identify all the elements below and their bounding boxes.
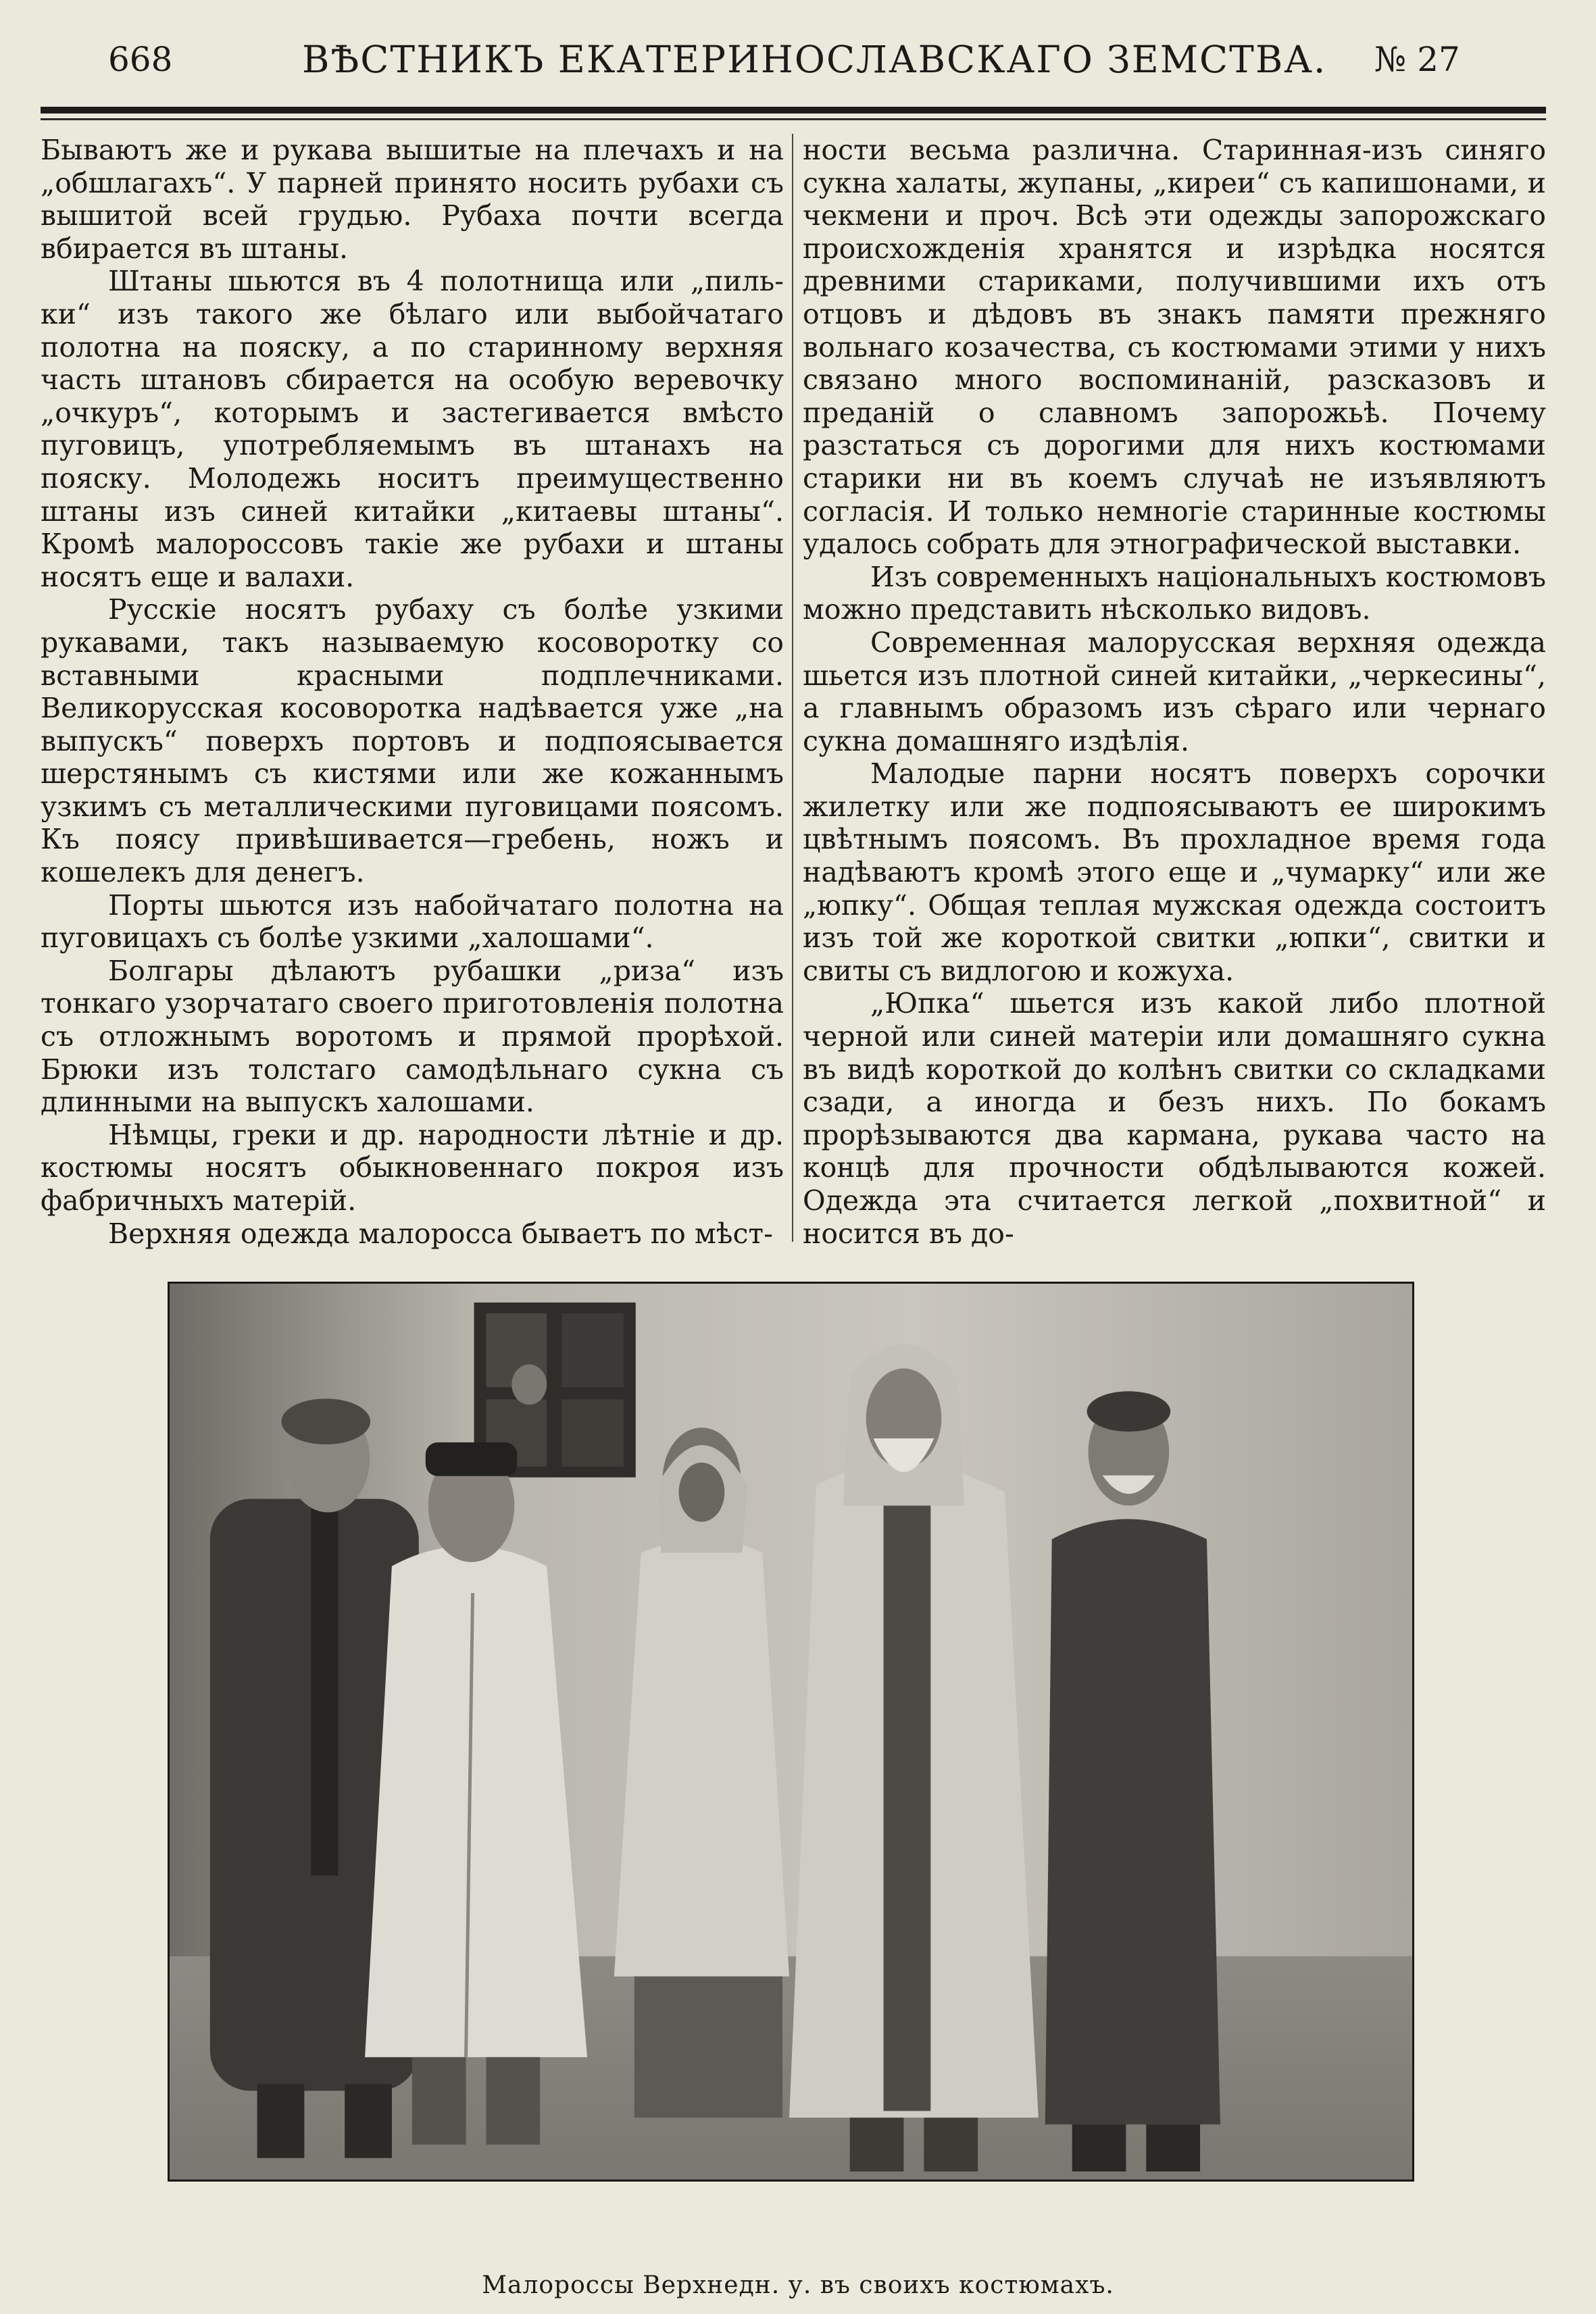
right-text-column <box>803 134 1546 1250</box>
paragraph: Штаны шьются въ 4 полотнища или „пиль-ки“ изъ такого же бѣлаго или выбойчатаго полотна на пояску, а по старинному верхняя часть штановъ сбирается на особую веревочку „очкуръ“, которымъ и застегивается вмѣсто пуговицъ, употребляемымъ въ штанахъ на пояску. Молодежь носитъ преимущественно штаны изъ синей китайки „китаевы штаны“. Кромѣ малороссовъ такіе же рубахи и штаны носятъ еще и валахи. <box>41 265 784 593</box>
photo-caption: Малороссы Верхнедн. у. въ своихъ костюмахъ. <box>482 2271 1114 2299</box>
page-number: 668 <box>108 40 173 79</box>
header-rule-thick <box>41 107 1546 114</box>
issue-number: № 27 <box>1374 40 1460 79</box>
paragraph: Нѣмцы, греки и др. народности лѣтніе и др. костюмы носятъ обыкновеннаго покроя изъ фабричныхъ матерій. <box>41 1118 784 1217</box>
paragraph: Современная малорусская верхняя одежда шьется изъ плотной синей китайки, „черкесины“, а главнымъ образомъ изъ сѣраго или чернаго сукна домашняго издѣлія. <box>803 626 1546 757</box>
header-rule-thin <box>41 118 1546 120</box>
paragraph: Бываютъ же и рукава вышитые на плечахъ и на „обшлагахъ“. У парней принято носить рубахи съ вышитой всей грудью. Рубаха почти всегда вбирается въ штаны. <box>41 134 784 265</box>
paragraph: Порты шьются изъ набойчатаго полотна на пуговицахъ съ болѣе узкими „халошами“. <box>41 888 784 955</box>
column-divider <box>792 134 793 1242</box>
paragraph: Малодые парни носятъ поверхъ сорочки жилетку или же подпоясываютъ ее широкимъ цвѣтнымъ поясомъ. Въ прохладное время года надѣваютъ кромѣ этого еще и „чумарку“ или же „юпку“. Общая теплая мужская одежда состоитъ изъ той же короткой свитки „юпки“, свитки и свиты съ видлогою и кожуха. <box>803 757 1546 987</box>
paragraph: Русскіе носятъ рубаху съ болѣе узкими рукавами, такъ называемую косоворотку со вставными красными подплечниками. Великорусская косоворотка надѣвается уже „на выпускъ“ поверхъ портовъ и подпоясывается шерстянымъ съ кистями или же кожаннымъ узкимъ съ металлическими пуговицами поясомъ. Къ поясу привѣшивается—гребень, ножъ и кошелекъ для денегъ. <box>41 593 784 889</box>
paragraph: Болгары дѣлаютъ рубашки „риза“ изъ тонкаго узорчатаго своего приготовленія полотна съ отложнымъ воротомъ и прямой прорѣхой. Брюки изъ толстаго самодѣльнаго сукна съ длинными на выпускъ халошами. <box>41 954 784 1119</box>
journal-title: ВѢСТНИКЪ ЕКАТЕРИНОСЛАВСКАГО ЗЕМСТВА. <box>302 38 1327 81</box>
left-text-column <box>41 134 784 1250</box>
group-photograph <box>168 1282 1414 2182</box>
paragraph: Изъ современныхъ національныхъ костюмовъ можно представить нѣсколько видовъ. <box>803 560 1546 626</box>
photo-illustration <box>170 1284 1412 2180</box>
paragraph: Верхняя одежда малоросса бываетъ по мѣст- <box>108 1217 773 1250</box>
paragraph: ности весьма различна. Старинная-изъ синяго сукна халаты, жупаны, „киреи“ съ капишонами, и чекмени и проч. Всѣ эти одежды запорожскаго происхожденія хранятся и изрѣдка носятся древними стариками, получившими ихъ отъ отцовъ и дѣдовъ въ знакъ памяти прежняго вольнаго козачества, съ костюмами этими у нихъ связано много воспоминаній, разсказовъ и преданій о славномъ запорожьѣ. Почему разстаться съ дорогими для нихъ костюмами старики ни въ коемъ случаѣ не изъявляютъ согласія. И только немногіе старинные костюмы удалось собрать для этнографической выставки. <box>803 134 1546 561</box>
paragraph: „Юпка“ шьется изъ какой либо плотной черной или синей матеріи или домашняго сукна въ видѣ короткой до колѣнъ свитки со складками сзади, а иногда и безъ нихъ. По бокамъ прорѣзываются два кармана, рукава часто на концѣ для прочности обдѣлываются кожей. Одежда эта считается легкой „похвитной“ и носится въ до- <box>803 987 1546 1250</box>
